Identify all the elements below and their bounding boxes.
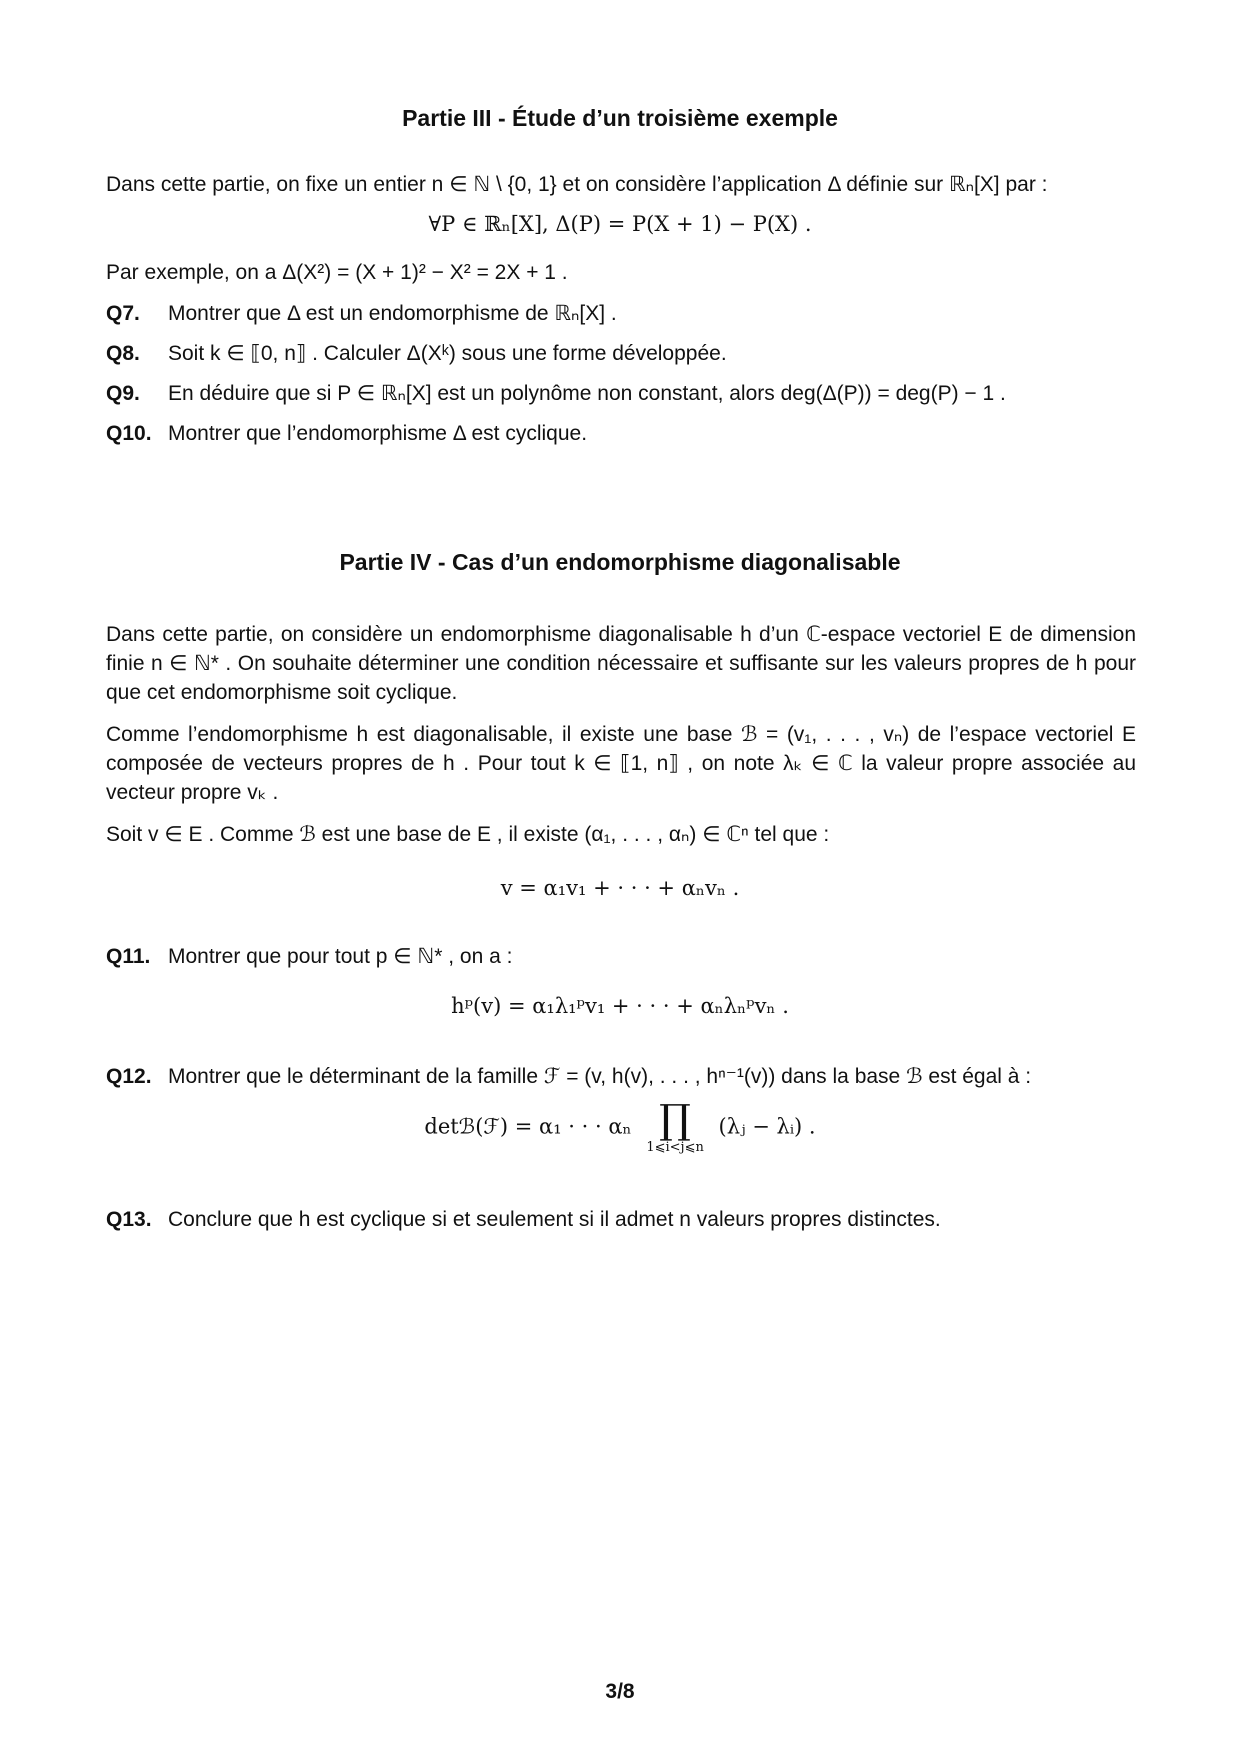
definition-equation: ∀P ∈ ℝₙ[X], Δ(P) = P(X + 1) − P(X) . xyxy=(428,212,812,236)
question-number: Q7. xyxy=(106,302,140,325)
question-text: Montrer que Δ est un endomorphisme de ℝₙ[X] . xyxy=(168,302,617,325)
equation-det-right: (λⱼ − λᵢ) . xyxy=(718,1114,816,1139)
question-number: Q8. xyxy=(106,342,140,365)
question-text: Conclure que h est cyclique si et seulement si il admet n valeurs propres distinctes. xyxy=(168,1208,941,1231)
partie-4-paragraph-3: Soit v ∈ E . Comme ℬ est une base de E , il existe (α₁, . . . , αₙ) ∈ ℂⁿ tel que : xyxy=(106,823,830,846)
example-line: Par exemple, on a Δ(X²) = (X + 1)² − X² = 2X + 1 . xyxy=(106,261,568,284)
partie-4-title: Partie IV - Cas d’un endomorphisme diagonalisable xyxy=(339,549,901,575)
question-text: Montrer que le déterminant de la famille ℱ = (v, h(v), . . . , hⁿ⁻¹(v)) dans la base ℬ est égal à : xyxy=(168,1065,1032,1088)
question-text: Montrer que pour tout p ∈ ℕ* , on a : xyxy=(168,945,513,968)
partie-3-title: Partie III - Étude d’un troisième exemple xyxy=(402,105,838,131)
page-number: 3/8 xyxy=(605,1680,635,1703)
question-text: En déduire que si P ∈ ℝₙ[X] est un polynôme non constant, alors deg(Δ(P)) = deg(P) − 1 . xyxy=(168,382,1006,405)
question-text: Soit k ∈ ⟦0, n⟧ . Calculer Δ(Xᵏ) sous une forme développée. xyxy=(168,342,727,365)
question-q7 xyxy=(106,299,1136,328)
equation-det-left: detℬ(ℱ) = α₁ · · · αₙ xyxy=(424,1114,632,1139)
product-symbol: ∏ xyxy=(659,1097,691,1143)
partie-3-intro: Dans cette partie, on fixe un entier n ∈ ℕ \ {0, 1} et on considère l’application Δ définie sur ℝₙ[X] par : xyxy=(106,173,1048,196)
question-q9 xyxy=(106,379,1136,408)
question-number: Q9. xyxy=(106,382,140,405)
partie-4-paragraph-2: Comme l’endomorphisme h est diagonalisable, il existe une base ℬ = (v₁, . . . , vₙ) de l’espace vectoriel E composée de vecteurs propres de h . Pour tout k ∈ ⟦1, n⟧ , on note λₖ ∈ ℂ la valeur propre associée au vecteur propre vₖ . xyxy=(106,723,1136,804)
question-q8 xyxy=(106,339,1136,368)
equation-det xyxy=(0,1097,1240,1156)
question-number: Q13. xyxy=(106,1208,152,1231)
question-q10 xyxy=(106,419,1136,448)
question-q12 xyxy=(106,1062,1136,1091)
question-q11 xyxy=(106,942,1136,971)
product-subscript: 1⩽i<j⩽n xyxy=(646,1140,704,1155)
equation-v: v = α₁v₁ + · · · + αₙvₙ . xyxy=(500,876,740,900)
partie-4-paragraph-1: Dans cette partie, on considère un endomorphisme diagonalisable h d’un ℂ-espace vectoriel E de dimension finie n ∈ ℕ* . On souhaite déterminer une condition nécessaire et suffisante sur les valeurs propres de h pour que cet endomorphisme soit cyclique. xyxy=(106,623,1136,704)
question-text: Montrer que l’endomorphisme Δ est cyclique. xyxy=(168,422,588,445)
question-q13 xyxy=(106,1205,1136,1234)
question-number: Q12. xyxy=(106,1065,152,1088)
question-number: Q11. xyxy=(106,945,151,968)
equation-hp: hᵖ(v) = α₁λ₁ᵖv₁ + · · · + αₙλₙᵖvₙ . xyxy=(451,994,789,1018)
question-number: Q10. xyxy=(106,422,152,445)
product-operator xyxy=(646,1097,704,1156)
